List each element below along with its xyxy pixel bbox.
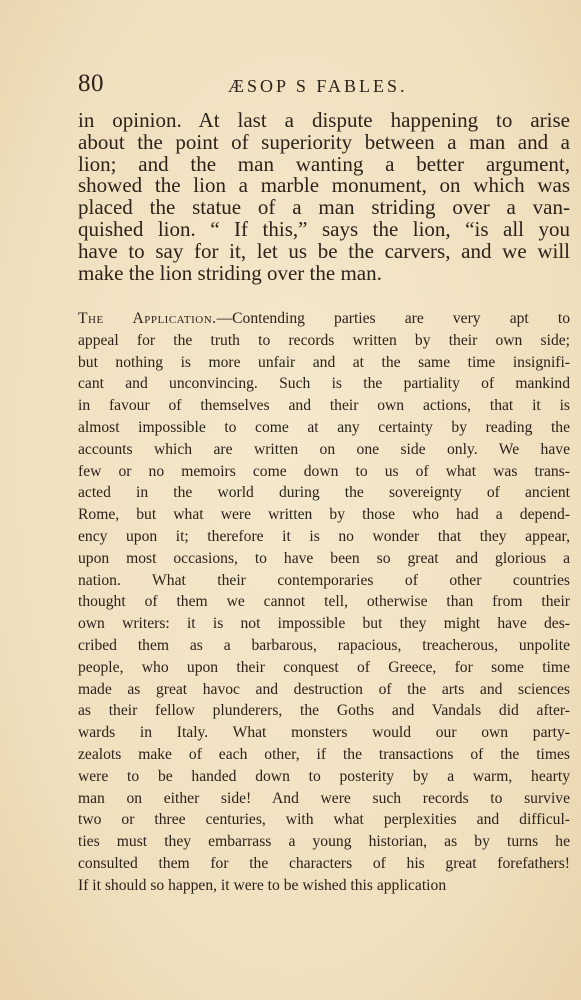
fable-line: in opinion. At last a dispute happening to arise <box>78 108 570 132</box>
application-line: ties must they embarrass a young historian, as by turns he <box>78 833 570 851</box>
application-line: Rome, but what were written by those who had a depend- <box>78 506 570 524</box>
application-line: almost impossible to come at any certainty by reading the <box>78 418 570 436</box>
application-line: two or three centuries, with what perplexities and difficul- <box>78 811 570 829</box>
application-line: few or no memoirs come down to us of what was trans- <box>78 462 570 480</box>
fable-line: make the lion striding over the man. <box>78 260 382 285</box>
application-line: acted in the world during the sovereignty of ancient <box>78 484 570 502</box>
application-line: were to be handed down to posterity by a warm, hearty <box>78 767 570 785</box>
application-line: zealots make of each other, if the transactions of the times <box>78 745 570 763</box>
application-paragraph <box>78 308 570 897</box>
application-line: nation. What their contemporaries of other countries <box>78 571 570 589</box>
application-line: cribed them as a barbarous, rapacious, treacherous, unpolite <box>78 636 570 654</box>
application-line: as their fellow plunderers, the Goths and Vandals did after- <box>78 702 570 720</box>
application-line: but nothing is more unfair and at the same time insignifi- <box>78 353 570 371</box>
application-heading: The Application. <box>78 310 217 327</box>
fable-line: quished lion. “ If this,” says the lion, “is all you <box>78 216 570 241</box>
application-line: upon most occasions, to have been so great and glorious a <box>78 549 570 567</box>
fable-paragraph <box>78 110 570 284</box>
fable-line: have to say for it, let us be the carvers, and we will <box>78 238 570 263</box>
fable-line: placed the statue of a man striding over a van- <box>78 195 570 220</box>
application-line: own writers: it is not impossible but they might have des- <box>78 615 570 633</box>
application-line: man on either side! And were such records to survive <box>78 789 570 807</box>
application-line: people, who upon their conquest of Greece, for some time <box>78 658 570 676</box>
application-line: wards in Italy. What monsters would our own party- <box>78 724 570 742</box>
running-title: ÆSOP S FABLES. <box>228 76 408 96</box>
application-line: thought of them we cannot tell, otherwise than from their <box>78 593 570 611</box>
application-line: in favour of themselves and their own actions, that it is <box>78 397 570 415</box>
fable-line: about the point of superiority between a man and a <box>78 129 570 154</box>
application-line: cant and unconvincing. Such is the partiality of mankind <box>78 375 570 393</box>
application-line: appeal for the truth to records written by their own side; <box>78 331 570 349</box>
application-line: made as great havoc and destruction of the arts and sciences <box>78 680 570 698</box>
application-line: ency upon it; therefore it is no wonder that they appear, <box>78 527 570 545</box>
page-number: 80 <box>78 70 104 97</box>
application-line: If it should so happen, it were to be wished this application <box>78 876 447 894</box>
page-header <box>78 70 568 100</box>
application-line-text: —Contending parties are very apt to <box>216 310 570 327</box>
application-line: accounts which are written on one side only. We have <box>78 440 570 458</box>
fable-line: showed the lion a marble monument, on which was <box>78 173 570 198</box>
application-line <box>78 308 570 330</box>
fable-line: lion; and the man wanting a better argument, <box>78 151 570 176</box>
application-line: consulted them for the characters of his great forefathers! <box>78 854 570 872</box>
